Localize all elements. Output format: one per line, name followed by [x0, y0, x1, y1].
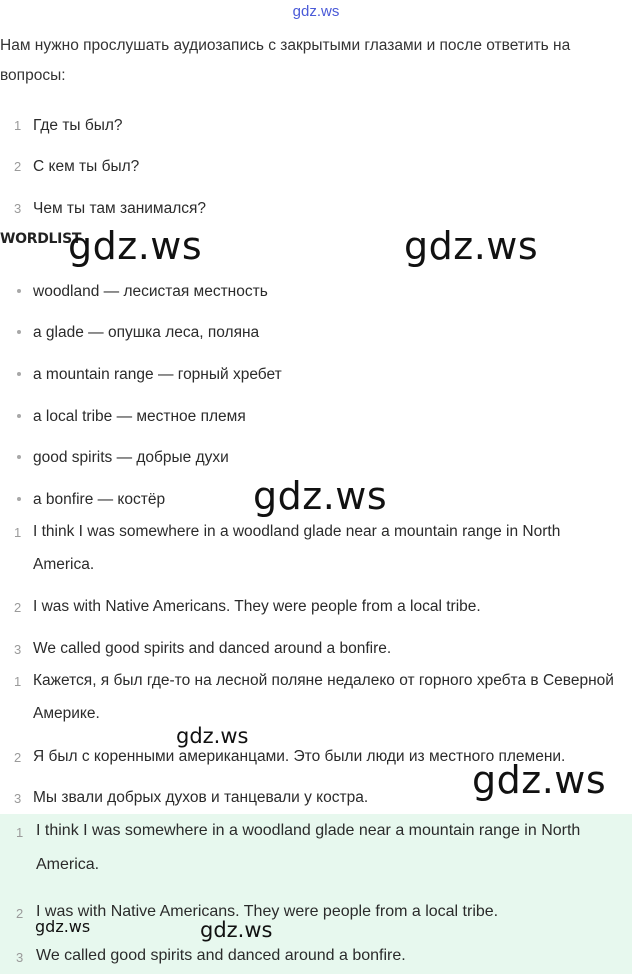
- bullet-icon: [17, 372, 21, 376]
- watermark: gdz.ws: [68, 224, 203, 268]
- wordlist-item-text: good spirits — добрые духи: [33, 449, 229, 466]
- wordlist-item-text: a bonfire — костёр: [33, 491, 166, 508]
- bullet-icon: [17, 289, 21, 293]
- wordlist-item: [0, 400, 620, 433]
- question-number: 3: [14, 201, 22, 216]
- question-item: [0, 109, 620, 142]
- question-number: 2: [14, 159, 22, 174]
- answer-en-item: [0, 590, 620, 623]
- answer-text: I was with Native Americans. They were people from a local tribe.: [36, 903, 499, 920]
- wordlist-item: [0, 316, 620, 349]
- answer-number: 3: [16, 950, 24, 965]
- answer-text: Мы звали добрых духов и танцевали у костра.: [33, 789, 369, 806]
- intro-text: Нам нужно прослушать аудиозапись с закрытыми глазами и после ответить на вопросы:: [0, 37, 571, 84]
- question-number: 1: [14, 118, 22, 133]
- answer-number: 1: [14, 525, 22, 540]
- wordlist-heading: WORDLIST: [0, 231, 82, 247]
- answer-number: 3: [14, 642, 22, 657]
- watermark: gdz.ws: [253, 474, 388, 518]
- answer-number: 3: [14, 791, 22, 806]
- bullet-icon: [17, 497, 21, 501]
- watermark: gdz.ws: [472, 758, 607, 802]
- answer-en-item: [0, 632, 620, 665]
- question-item: [0, 192, 620, 225]
- answer-number: 2: [14, 600, 22, 615]
- bullet-icon: [17, 414, 21, 418]
- answer-number: 1: [14, 674, 22, 689]
- answer-en-item: [0, 515, 620, 581]
- bullet-icon: [17, 330, 21, 334]
- question-text: Где ты был?: [33, 117, 123, 134]
- watermark: gdz.ws: [404, 224, 539, 268]
- answer-text: We called good spirits and danced around a bonfire.: [33, 640, 392, 657]
- answer-text: I think I was somewhere in a woodland glade near a mountain range in North America.: [36, 822, 581, 873]
- highlighted-answer-item: [0, 939, 632, 973]
- watermark: gdz.ws: [176, 724, 249, 748]
- highlighted-answer-item: [0, 814, 632, 882]
- question-text: Чем ты там занимался?: [33, 200, 206, 217]
- highlighted-answer-item: [0, 895, 632, 929]
- answer-ru-item: [0, 664, 620, 730]
- answer-text: Я был с коренными американцами. Это были люди из местного племени.: [33, 748, 566, 765]
- answer-text: Кажется, я был где-то на лесной поляне недалеко от горного хребта в Северной Америке.: [33, 672, 614, 722]
- bullet-icon: [17, 455, 21, 459]
- answer-number: 1: [16, 825, 24, 840]
- answer-text: We called good spirits and danced around a bonfire.: [36, 947, 406, 964]
- question-item: [0, 150, 620, 183]
- wordlist-item: [0, 358, 620, 391]
- wordlist-item-text: woodland — лесистая местность: [33, 283, 268, 300]
- wordlist-item: [0, 275, 620, 308]
- answer-number: 2: [16, 906, 24, 921]
- watermark: gdz.ws: [35, 917, 91, 936]
- answer-number: 2: [14, 750, 22, 765]
- question-text: С кем ты был?: [33, 158, 140, 175]
- wordlist-item-text: a local tribe — местное племя: [33, 408, 246, 425]
- answer-text: I think I was somewhere in a woodland glade near a mountain range in North America.: [33, 523, 561, 573]
- wordlist-item: [0, 441, 620, 474]
- site-watermark-top: gdz.ws: [292, 3, 340, 20]
- wordlist-item-text: a glade — опушка леса, поляна: [33, 324, 260, 341]
- highlighted-answers: [0, 814, 632, 974]
- answer-text: I was with Native Americans. They were people from a local tribe.: [33, 598, 481, 615]
- wordlist-item-text: a mountain range — горный хребет: [33, 366, 282, 383]
- watermark: gdz.ws: [200, 918, 273, 942]
